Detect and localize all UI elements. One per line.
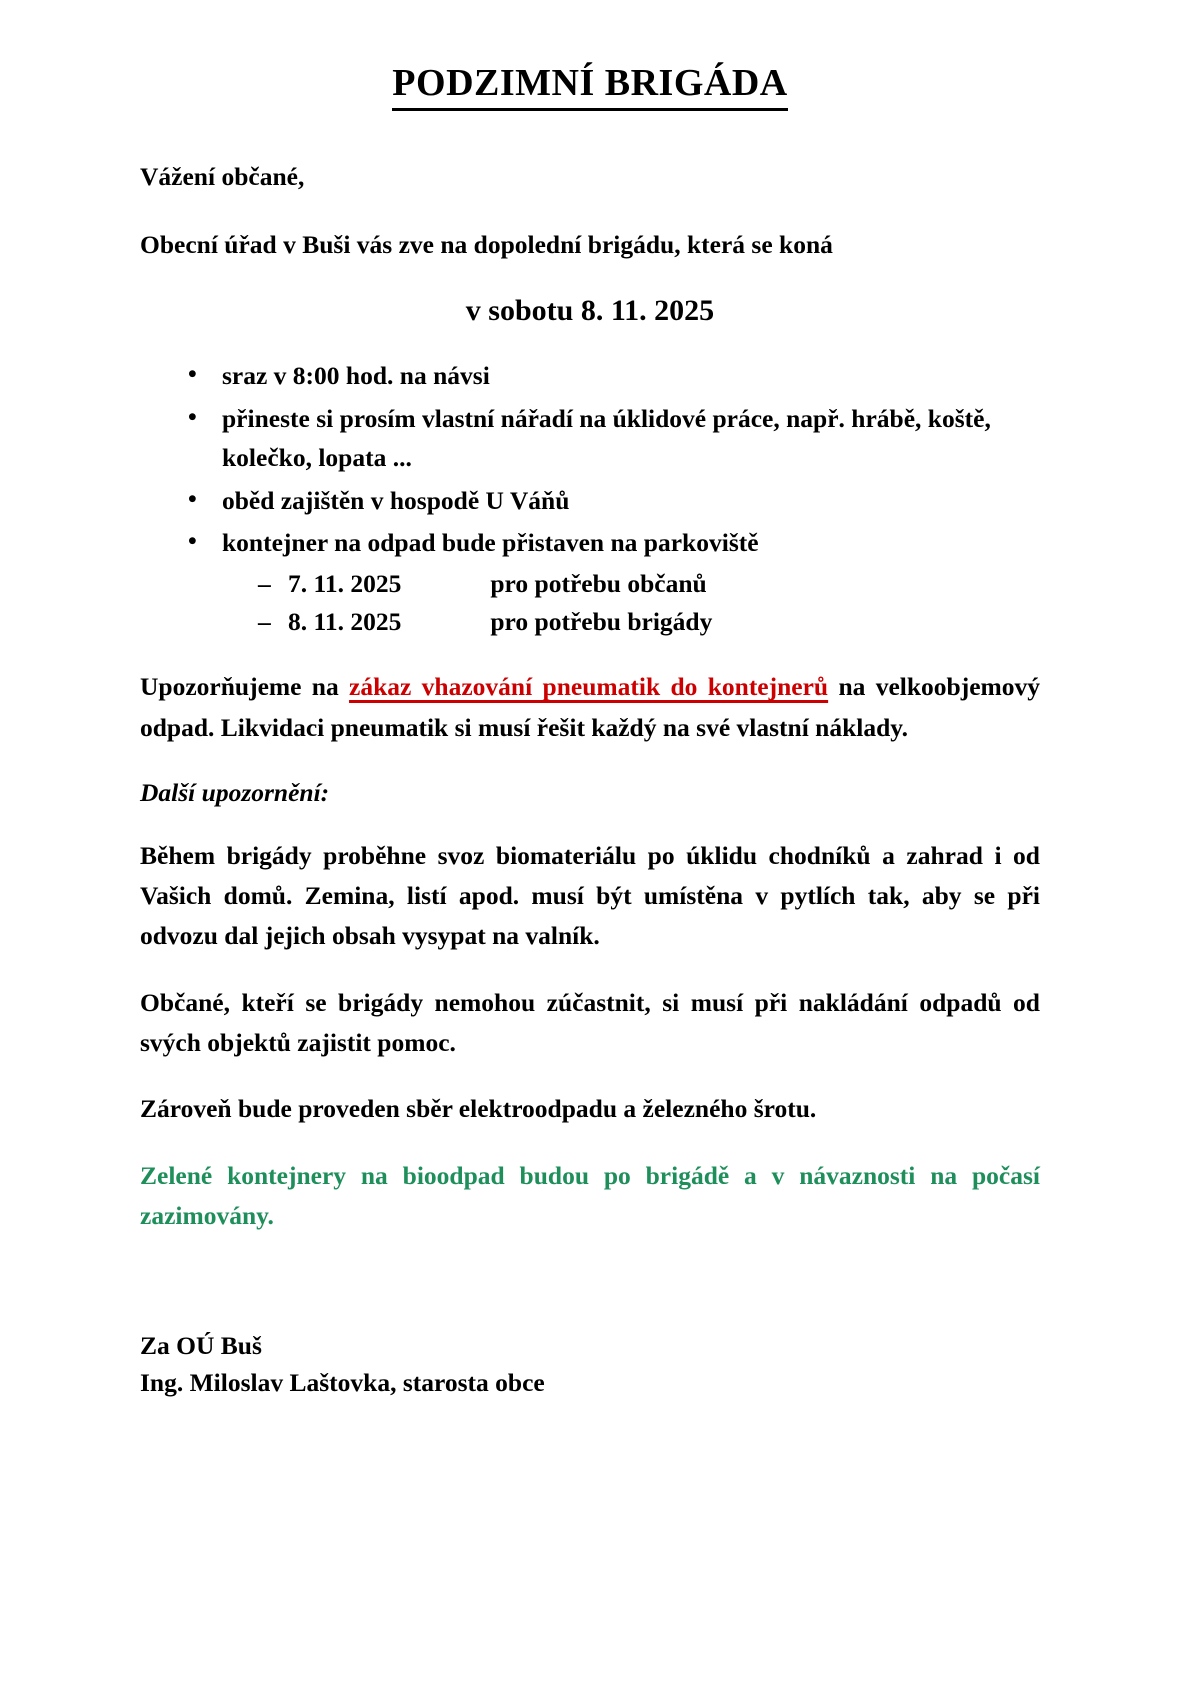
- further-notice-heading: Další upozornění:: [140, 777, 330, 807]
- notice-paragraph-electro-waste: Zároveň bude proveden sběr elektroodpadu a železného šrotu.: [140, 1094, 817, 1124]
- instructions-list: [140, 356, 1040, 641]
- schedule-row: [258, 565, 1040, 603]
- greeting-paragraph: Vážení občané,: [140, 161, 305, 191]
- schedule-purpose: pro potřebu občanů: [490, 568, 707, 598]
- signature-office: Za OÚ Buš: [140, 1331, 262, 1361]
- notice-paragraph-absent-citizens: Občané, kteří se brigády nemohou zúčastnit, si musí při nakládání odpadů od svých objektů zajistit pomoc.: [140, 987, 1040, 1058]
- warning-tail: na velkoobjemový odpad. Likvidaci pneumatik si musí řešit každý na své vlastní náklady.: [140, 672, 1041, 742]
- warning-highlight: zákaz vhazování pneumatik do kontejnerů: [349, 672, 829, 702]
- dash-icon: –: [258, 568, 271, 598]
- intro-paragraph: Obecní úřad v Buši vás zve na dopolední brigádu, která se koná: [140, 229, 833, 259]
- page-title-text: PODZIMNÍ BRIGÁDA: [392, 62, 787, 111]
- container-schedule-list: [222, 565, 1040, 642]
- event-date-line: v sobotu 8. 11. 2025: [465, 294, 715, 328]
- page-title: [140, 62, 1040, 111]
- list-item: [180, 356, 1040, 396]
- list-item-label: přineste si prosím vlastní nářadí na úklidové práce, např. hrábě, koště, kolečko, lopata ...: [222, 403, 991, 473]
- list-item: [180, 399, 1040, 478]
- list-item: [180, 523, 1040, 641]
- green-containers-note: Zelené kontejnery na bioodpad budou po brigádě a v návaznosti na počasí zazimovány.: [140, 1160, 1040, 1230]
- bullet-icon: •: [188, 528, 197, 556]
- schedule-date: 8. 11. 2025: [288, 607, 402, 637]
- list-item-label: kontejner na odpad bude přistaven na parkoviště: [222, 528, 759, 558]
- bullet-icon: •: [188, 403, 197, 431]
- dash-icon: –: [258, 607, 271, 637]
- notice-paragraph-biomaterial: Během brigády proběhne svoz biomateriálu po úklidu chodníků a zahrad i od Vašich domů. Zemina, listí apod. musí být umístěna v pytlích tak, aby se při odvozu dal jejich obsah vysypat na valník.: [140, 840, 1040, 951]
- schedule-row: [258, 603, 1040, 641]
- tyre-warning-paragraph: [140, 667, 1040, 748]
- bullet-icon: •: [188, 361, 197, 389]
- bullet-icon: •: [188, 485, 197, 513]
- warning-lead: Upozorňujeme na: [140, 672, 350, 702]
- list-item-label: sraz v 8:00 hod. na návsi: [222, 361, 490, 391]
- signature-name: Ing. Miloslav Laštovka, starosta obce: [140, 1368, 545, 1398]
- signature-block: [140, 1328, 1040, 1402]
- schedule-purpose: pro potřebu brigády: [490, 607, 713, 637]
- list-item: [180, 481, 1040, 521]
- schedule-date: 7. 11. 2025: [288, 568, 402, 598]
- list-item-label: oběd zajištěn v hospodě U Váňů: [222, 485, 570, 515]
